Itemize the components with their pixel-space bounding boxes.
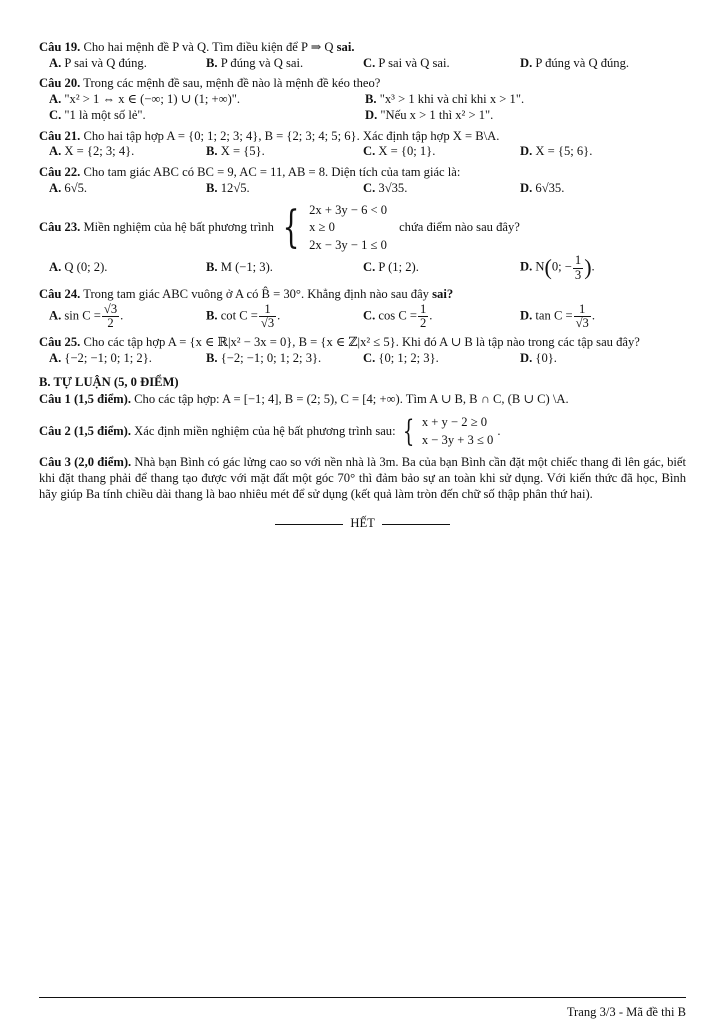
option-d	[520, 144, 677, 160]
system-line: x ≥ 0	[309, 220, 335, 235]
question-emphasis: sai.	[336, 40, 355, 54]
page-footer: Trang 3/3 - Mã đề thi B	[566, 1005, 686, 1019]
question-25	[39, 335, 686, 366]
option-d	[365, 108, 681, 124]
question-label: Câu 25.	[39, 335, 81, 350]
essay-question-3	[39, 455, 686, 502]
option-key: D.	[520, 180, 533, 195]
question-label: Câu 20.	[39, 76, 81, 91]
fraction: $\frac{√3}{2}$	[103, 301, 118, 330]
question-emphasis: sai?	[432, 286, 454, 301]
options	[39, 56, 686, 72]
option-text: P (1; 2).	[378, 260, 419, 275]
option-text: 0; −	[551, 260, 572, 275]
system-line: 2x + 3y − 6 < 0	[309, 202, 388, 217]
option-key: B.	[365, 92, 377, 107]
option-key: D.	[520, 144, 533, 159]
options	[39, 144, 686, 160]
option-key: A.	[49, 55, 62, 70]
option-key: B.	[206, 180, 218, 195]
option-key: C.	[363, 144, 376, 159]
inequality-system	[277, 202, 387, 255]
divider	[382, 524, 450, 525]
option-c	[363, 260, 520, 276]
question-label: Câu 21.	[39, 128, 81, 143]
option-text: X = {5}.	[220, 144, 265, 159]
option-a	[49, 56, 206, 72]
question-label: Câu 23.	[39, 220, 81, 235]
fraction: $\frac{1}{√3}$	[260, 301, 275, 330]
option-key: C.	[363, 350, 376, 365]
question-19	[39, 40, 686, 71]
end-marker	[39, 516, 686, 532]
option-text: 6√35.	[535, 180, 565, 195]
divider	[275, 524, 343, 525]
option-text: "Nếu x > 1 thì x² > 1".	[380, 107, 494, 122]
question-20	[39, 76, 686, 123]
option-key: D.	[520, 55, 533, 70]
question-label: Câu 3 (2,0 điểm).	[39, 455, 132, 470]
option-text: P đúng và Q sai.	[220, 55, 304, 70]
option-a	[49, 260, 206, 276]
option-text: M (−1; 3).	[220, 260, 273, 275]
options	[39, 92, 686, 123]
option-key: B.	[206, 144, 218, 159]
question-text-after: chứa điểm nào sau đây?	[399, 220, 520, 235]
options	[39, 254, 686, 281]
option-b	[365, 92, 681, 108]
question-text: Trong tam giác ABC vuông ở A có B̂ = 30°. Khẳng định nào sau đây	[83, 286, 429, 301]
option-b	[206, 56, 363, 72]
option-text: X = {0; 1}.	[378, 144, 436, 159]
question-22	[39, 165, 686, 196]
option-b	[206, 351, 363, 367]
option-text: {0; 1; 2; 3}.	[378, 350, 439, 365]
option-b	[206, 260, 363, 276]
option-key: D.	[365, 107, 378, 122]
option-a	[49, 181, 206, 197]
option-a	[49, 92, 365, 108]
question-21	[39, 129, 686, 160]
option-a	[49, 351, 206, 367]
option-text: "1 là một số lẻ".	[64, 107, 146, 122]
brace-glyph: {	[282, 202, 300, 254]
option-text: "x² > 1 ⇔ x ∈ (−∞; 1) ∪ (1; +∞)".	[64, 92, 241, 107]
option-text: X = {2; 3; 4}.	[64, 144, 135, 159]
option-key: C.	[363, 55, 376, 70]
option-c	[363, 56, 520, 72]
question-text: Nhà bạn Bình có gác lửng cao so với nền nhà là 3m. Ba của bạn Bình cần đặt một chiếc thang đi lên gác, biết khi đặt thang phải để thang tạo được với mặt đất một góc 70° thì đảm bảo sự an toàn khi sử dụng. Với kiến thức đã học, Bình hãy giúp Ba tính chiều dài thang là bao nhiêu mét để sử dụng (kết quả làm tròn đến chữ số thập phân thứ hai).	[39, 455, 687, 501]
option-key: A.	[49, 180, 62, 195]
question-text: Miền nghiệm của hệ bất phương trình	[83, 220, 274, 235]
option-text: N	[535, 260, 545, 275]
option-key: C.	[49, 107, 62, 122]
option-c	[363, 144, 520, 160]
option-text: X = {5; 6}.	[535, 144, 593, 159]
option-c: C. cos C = $\frac{1}{2}$ .	[363, 301, 433, 330]
question-label: Câu 22.	[39, 165, 81, 180]
footer-divider	[39, 997, 686, 998]
question-label: Câu 19.	[39, 40, 81, 54]
option-text: 6√5.	[64, 180, 88, 195]
option-key: A.	[49, 260, 62, 275]
options	[39, 303, 686, 330]
fraction: $\frac{1}{2}$	[420, 301, 427, 330]
option-key: C.	[363, 260, 376, 275]
question-text: Cho hai mệnh đề P và Q. Tìm điều kiện để P ⇒ Q	[83, 40, 334, 54]
option-text: 3√35.	[378, 180, 408, 195]
question-text: Cho hai tập hợp A = {0; 1; 2; 3; 4}, B = {2; 3; 4; 5; 6}. Xác định tập hợp X = B\A.	[83, 128, 500, 143]
option-key: A.	[49, 144, 62, 159]
option-b: B. cot C = $\frac{1}{√3}$ .	[206, 301, 281, 330]
question-text: Trong các mệnh đề sau, mệnh đề nào là mệnh đề kéo theo?	[83, 76, 381, 91]
essay-question-2: Câu 2 (1,5 điểm). Xác định miền nghiệm của hệ bất phương trình sau: { x + y − 2 ≥ 0 x − 3y + 3 ≤ 0 .	[39, 413, 501, 449]
section-title: B. TỰ LUẬN (5, 0 ĐIỂM)	[39, 374, 179, 389]
option-text: "x³ > 1 khi và chỉ khi x > 1".	[379, 92, 525, 107]
question-text: Cho các tập hợp: A = [−1; 4], B = (2; 5), C = [4; +∞). Tìm A ∪ B, B ∩ C, (B ∪ C) \A.	[134, 392, 569, 407]
question-label: Câu 1 (1,5 điểm).	[39, 392, 131, 407]
question-label: Câu 2 (1,5 điểm).	[39, 423, 131, 438]
essay-question-1	[39, 392, 686, 408]
option-key: A.	[49, 350, 62, 365]
question-label: Câu 24.	[39, 286, 81, 301]
option-text: {0}.	[535, 350, 557, 365]
option-b	[206, 181, 363, 197]
option-text: {−2; −1; 0; 1; 2}.	[64, 350, 152, 365]
option-c	[363, 351, 520, 367]
option-b	[206, 144, 363, 160]
option-text: Q (0; 2).	[64, 260, 108, 275]
option-key: A.	[49, 92, 62, 107]
option-key: D.	[520, 350, 533, 365]
option-key: B.	[206, 55, 218, 70]
option-d: D. N(0; − $\frac{1}{3}$ ).	[520, 253, 595, 282]
option-a	[49, 144, 206, 160]
question-23	[39, 202, 686, 282]
exam-page	[39, 40, 686, 532]
option-text: P đúng và Q đúng.	[535, 55, 630, 70]
option-key: B.	[206, 260, 218, 275]
system-line: x + y − 2 ≥ 0	[421, 415, 488, 430]
question-text: Xác định miền nghiệm của hệ bất phương trình sau:	[134, 423, 396, 438]
option-c	[49, 108, 365, 124]
option-d	[520, 181, 677, 197]
option-text: {−2; −1; 0; 1; 2; 3}.	[220, 350, 322, 365]
options	[39, 181, 686, 197]
option-key: C.	[363, 180, 376, 195]
option-key: B.	[206, 350, 218, 365]
option-c	[363, 181, 520, 197]
paren-left: (	[544, 255, 552, 281]
system-line: x − 3y + 3 ≤ 0	[421, 432, 494, 447]
brace-glyph: {	[402, 413, 415, 449]
fraction: $\frac{1}{3}$	[574, 253, 582, 282]
option-text: P sai và Q đúng.	[64, 55, 147, 70]
option-d: D. tan C = $\frac{1}{√3}$ .	[520, 301, 595, 330]
option-a: A. sin C = $\frac{√3}{2}$ .	[49, 301, 124, 330]
options	[39, 351, 686, 367]
paren-right: )	[584, 255, 592, 281]
question-text: Cho các tập hợp A = {x ∈ ℝ|x² − 3x = 0}, B = {x ∈ ℤ|x² ≤ 5}. Khi đó A ∪ B là tập nào trong các tập sau đây?	[83, 335, 640, 350]
inequality-system	[399, 414, 494, 449]
question-24	[39, 287, 686, 330]
option-d	[520, 351, 677, 367]
option-d	[520, 56, 677, 72]
option-text: P sai và Q sai.	[378, 55, 450, 70]
option-key: D.	[520, 260, 533, 275]
question-text: Cho tam giác ABC có BC = 9, AC = 11, AB = 8. Diện tích của tam giác là:	[83, 165, 461, 180]
system-line: 2x − 3y − 1 ≤ 0	[309, 237, 387, 252]
option-text: 12√5.	[220, 180, 250, 195]
fraction: $\frac{1}{√3}$	[575, 301, 589, 330]
end-text: HẾT	[350, 516, 375, 531]
